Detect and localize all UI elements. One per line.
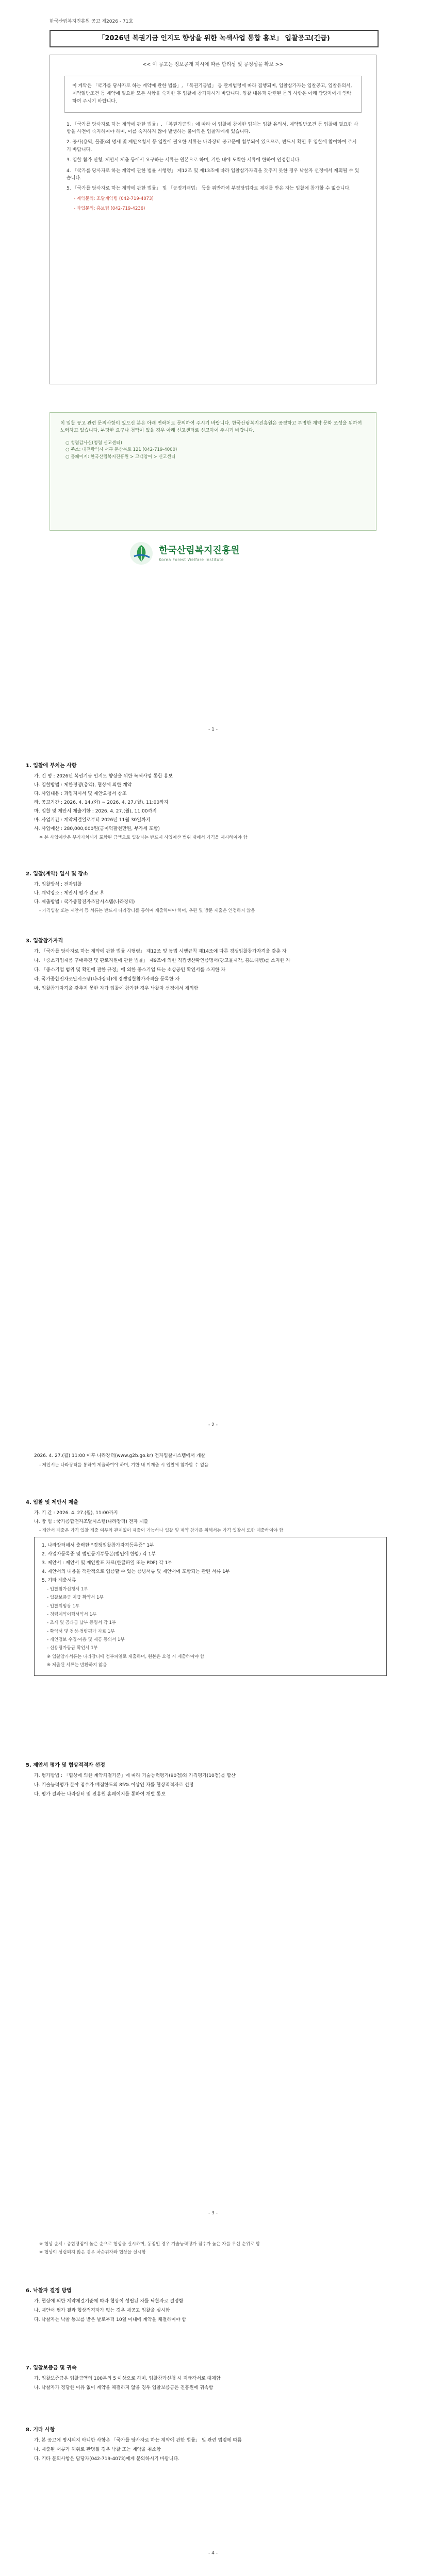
section-line: 나. 계약장소 : 제안서 평가 완료 후: [34, 890, 105, 896]
document-subitem: - 입찰참가신청서 1부: [47, 1587, 88, 1592]
section-line: 사. 사업예산 : 280,000,000원(금이억팔천만원, 부가세 포함): [34, 826, 160, 832]
doc-number: 한국산림복지진흥원 공고 제2026 - 71호: [50, 19, 134, 24]
notice-head: << 이 공고는 정보공개 지시에 따른 합리성 및 공정성을 확보 >>: [142, 62, 284, 67]
document-subitem: - 개인정보 수집·이용 및 제공 동의서 1부: [47, 1637, 125, 1643]
section-title: 1. 입찰에 부치는 사항: [26, 763, 77, 769]
notice-title: 「2026년 복권기금 인지도 향상을 위한 녹색사업 통합 홍보」 입찰공고(긴급): [50, 30, 379, 47]
section-3-continued: [26, 1453, 387, 1470]
section-line: 다. 제출방법 : 국가종합전자조달시스템(나라장터): [34, 899, 135, 905]
institute-logo: [129, 541, 240, 566]
notice-item: 1. 「국가를 당사자로 하는 계약에 관한 법률」, 「복권기금법」에 따라 이 입찰에 참여한 업체는 입찰 유의서, 계약일반조건 등 입찰에 필요한 사항을 사전에 숙지하여야 하며, 이를 숙지하지 않아 발생하는 불이익은 입찰자에게 있습니다.: [67, 122, 358, 135]
page-number: - 2 -: [208, 1422, 218, 1428]
section-5: [26, 1762, 387, 1801]
section-line: 다. 「중소기업 범위 및 확인에 관한 규정」에 의한 중소기업 또는 소상공인 확인서를 소지한 자: [34, 967, 226, 973]
document-subitem: - 입찰보증금 지급 확약서 1부: [47, 1595, 104, 1601]
page-1: [0, 0, 426, 747]
document-item: 5. 기타 제출서류: [42, 1578, 76, 1584]
section-title: 4. 입찰 및 제안서 제출: [26, 1500, 78, 1505]
section-line: 가. 본 공고에 명시되지 아니한 사항은 「국가를 당사자로 하는 계약에 관한 법률」 및 관련 법령에 따름: [34, 2437, 242, 2443]
integrity-item: ○ 주소: 대전광역시 서구 둔산북로 121 (042-719-4000): [65, 447, 177, 453]
integrity-item: ○ 홈페이지: 한국산림복지진흥원 > 고객참여 > 신고센터: [65, 454, 176, 460]
document-subitem: - 신용평가등급 확인서 1부: [47, 1646, 98, 1651]
section-line: 다. 사업내용 : 과업지시서 및 제안요청서 참조: [34, 791, 127, 796]
logo-subtext: Korea Forest Welfare Institute: [159, 557, 224, 562]
notice-contact: - 계약문의: 조달계약팀 (042-719-4073): [74, 196, 154, 201]
section-title: 5. 제안서 평가 및 협상적격자 선정: [26, 1762, 105, 1768]
section-title: 8. 기타 사항: [26, 2427, 55, 2433]
section-7: [26, 2365, 387, 2394]
document-item: 3. 제안서 : 제안서 및 제안발표 자료(한글파일 또는 PDF) 각 1부: [42, 1561, 173, 1566]
notice-contact: - 과업문의: 홍보팀 (042-719-4236): [74, 206, 145, 212]
page-number: - 3 -: [208, 2211, 218, 2216]
notice-item: 3. 입찰 참가 신청, 제안서 제출 등에서 요구하는 서류는 원본으로 하며, 기한 내에 도착한 서류에 한하여 인정합니다.: [67, 158, 301, 163]
section-8: [26, 2427, 387, 2465]
section-line: 가. 건 명 : 2026년 복권기금 인지도 향상을 위한 녹색사업 통합 홍보: [34, 773, 173, 779]
document-note: ※ 제출된 서류는 반환하지 않음: [47, 1662, 107, 1668]
notice-item: 4. 「국가를 당사자로 하는 계약에 관한 법률 시행령」 제12조 및 제13조에 따라 입찰참가자격을 갖추지 못한 경우 낙찰자 선정에서 제외될 수 있습니다.: [67, 168, 359, 181]
section-title: 6. 낙찰자 결정 방법: [26, 2288, 72, 2294]
section-line: 다. 낙찰자는 낙찰 통보를 받은 날로부터 10일 이내에 계약을 체결하여야 함: [34, 2317, 187, 2323]
section-line: 마. 입찰 및 제안서 제출기한 : 2026. 4. 27.(월), 11:00까지: [34, 808, 157, 814]
page-number: - 1 -: [208, 727, 218, 732]
section-line: 가. 협상에 의한 계약체결기준에 따라 협상이 성립된 자를 낙찰자로 결정함: [34, 2298, 184, 2304]
integrity-box: [50, 412, 376, 531]
document-subitem: - 청렴계약이행서약서 1부: [47, 1612, 96, 1618]
notice-item: 5. 「국가를 당사자로 하는 계약에 관한 법률」 및 「공정거래법」 등을 위반하여 부정당업자로 제재를 받은 자는 입찰에 참가할 수 없습니다.: [67, 186, 351, 192]
section-line: 라. 공고기간 : 2026. 4. 14.(화) ~ 2026. 4. 27.(월), 11:00까지: [34, 800, 169, 805]
logo-text: 한국산림복지진흥원: [159, 545, 240, 556]
section-line: 라. 국가종합전자조달시스템(나라장터)에 경쟁입찰참가자격을 등록한 자: [34, 976, 180, 982]
page-4: [0, 2231, 426, 2576]
section-3: [26, 938, 387, 995]
section-line: 나. 방 법 : 국가종합전자조달시스템(나라장터) 전자 제출: [34, 1519, 149, 1524]
section-line: 가. 입찰보증금은 입찰금액의 100분의 5 이상으로 하며, 입찰참가신청 시 지급각서로 대체함: [34, 2376, 221, 2381]
section-line: 나. 제안서 평가 결과 협상적격자가 없는 경우 재공고 입찰을 실시함: [34, 2308, 170, 2313]
section-2: [26, 871, 387, 916]
section-title: 2. 입찰(계약) 일시 및 장소: [26, 871, 88, 877]
section-line: 나. 「중소기업제품 구매촉진 및 판로지원에 관한 법률」 제9조에 의한 직접생산확인증명서(광고물제작, 홍보대행)를 소지한 자: [34, 958, 290, 963]
section-line: 나. 기술능력평가 분야 점수가 배점한도의 85% 이상인 자를 협상적격자로 선정: [34, 1782, 194, 1788]
section-line: 가. 기 간 : 2026. 4. 27.(월), 11:00까지: [34, 1510, 118, 1516]
section-title: 7. 입찰보증금 및 귀속: [26, 2365, 77, 2371]
section-line: 가. 평가방법 : 「협상에 의한 계약체결기준」에 따라 기술능력평가(90점)와 가격평가(10점)를 합산: [34, 1773, 236, 1778]
document-subitem: - 확약서 및 정성·정량평가 자료 1부: [47, 1629, 115, 1634]
section-title: 3. 입찰참가자격: [26, 938, 63, 944]
notice-intro: 이 계약은 「국가를 당사자로 하는 계약에 관한 법률」, 「복권기금법」 등 관계법령에 따라 집행되며, 입찰참가자는 입찰공고, 입찰유의서, 계약일반조건 등 계약에 필요한 모든 사항을 숙지한 후 입찰에 참가하시기 바랍니다. 입찰 내용과 관련된 문의 사항은 아래 담당자에게 연락하여 주시기 바랍니다.: [64, 76, 362, 113]
section-6: [26, 2287, 387, 2326]
section-line: 다. 기타 문의사항은 담당자(042-719-4073)에게 문의하시기 바랍니다.: [34, 2456, 180, 2462]
document-item: 2. 사업자등록증 및 법인등기부등본(법인에 한함) 각 1부: [42, 1551, 156, 1557]
document-item: 1. 나라장터에서 출력한 “경쟁입찰참가자격등록증” 1부: [42, 1543, 154, 1548]
section-note: ※ 협상 순서 : 종합평점이 높은 순으로 협상을 실시하며, 동점인 경우 기술능력평가 점수가 높은 자를 우선 순위로 함: [39, 2242, 260, 2247]
required-documents-box: [34, 1537, 387, 1676]
section-note: - 제안서는 나라장터를 통하여 제출하여야 하며, 기한 내 미제출 시 입찰에 참가할 수 없음: [39, 1463, 209, 1468]
section-1: [26, 762, 387, 843]
page-2: [0, 752, 426, 1437]
integrity-text: 이 입찰 공고 관련 문의사항이 있으신 분은 아래 연락처로 문의하여 주시기 바랍니다. 한국산림복지진흥원은 공정하고 투명한 계약 문화 조성을 위하여 노력하고 있습니다. 부당한 요구나 청탁이 있을 경우 아래 신고센터로 신고하여 주시기 바랍니다.: [60, 421, 362, 434]
section-note: ※ 본 사업예산은 부가가치세가 포함된 금액으로 입찰자는 반드시 사업예산 범위 내에서 가격을 제시하여야 함: [39, 835, 248, 840]
section-line: 가. 입찰방식 : 전자입찰: [34, 882, 82, 887]
section-note: ※ 협상이 성립되지 않은 경우 차순위자와 협상을 실시함: [39, 2250, 146, 2256]
notice-item: 2. 공사(용역, 물품)의 명세 및 제안요청서 등 입찰에 필요한 서류는 나라장터 공고문에 첨부되어 있으므로, 반드시 확인 후 입찰에 참여하여 주시기 바랍니다.: [67, 140, 357, 152]
section-note: - 가격입찰 또는 제안서 등 서류는 반드시 나라장터를 통하여 제출하여야 하며, 우편 및 방문 제출은 인정하지 않음: [39, 908, 255, 913]
document-item: 4. 제안서의 내용을 객관적으로 입증할 수 있는 증빙서류 및 제안서에 포함되는 관련 서류 1부: [42, 1569, 230, 1575]
integrity-item: ○ 청렴감사실(청렴 신고센터): [65, 440, 122, 446]
document-subitem: - 입찰위임장 1부: [47, 1603, 80, 1609]
leaf-logo-icon: [129, 541, 154, 566]
section-line: 나. 입찰방법 : 제한경쟁(총액), 협상에 의한 계약: [34, 782, 132, 788]
page-3: [0, 1443, 426, 2226]
section-note: - 제안서 제출은 가격 입찰 제출 여부와 관계없이 제출이 가능하나 입찰 및 계약 참가를 위해서는 가격 입찰서 또한 제출하여야 함: [39, 1528, 284, 1533]
document-note: ※ 입찰참가서류는 나라장터에 첨부파일로 제출하며, 원본은 요청 시 제출하여야 함: [47, 1654, 205, 1659]
section-5-continued: [26, 2241, 387, 2258]
section-line: 다. 평가 결과는 나라장터 및 진흥원 홈페이지를 통하여 개별 통보: [34, 1791, 166, 1797]
notice-box: [50, 55, 376, 384]
section-line: 나. 제출된 서류가 허위로 판명될 경우 낙찰 또는 계약을 취소함: [34, 2447, 161, 2452]
document-subitem: - 조세 및 공과금 납부 증명서 각 1부: [47, 1620, 117, 1626]
page-number: - 4 -: [208, 2551, 218, 2556]
section-line: 나. 낙찰자가 정당한 이유 없이 계약을 체결하지 않을 경우 입찰보증금은 진흥원에 귀속함: [34, 2385, 214, 2391]
section-line: 마. 입찰참가자격을 갖추지 못한 자가 입찰에 참가한 경우 낙찰자 선정에서 제외함: [34, 986, 199, 991]
section-4: [26, 1499, 387, 1681]
section-line: 가. 「국가를 당사자로 하는 계약에 관한 법률 시행령」 제12조 및 동법 시행규칙 제14조에 따른 경쟁입찰참가자격을 갖춘 자: [34, 948, 287, 954]
section-line: 바. 사업기간 : 계약체결일로부터 2026년 11월 30일까지: [34, 817, 151, 823]
section-line: 2026. 4. 27.(월) 11:00 이후 나라장터(www.g2b.go.kr) 전자입찰시스템에서 개찰: [34, 1453, 206, 1459]
